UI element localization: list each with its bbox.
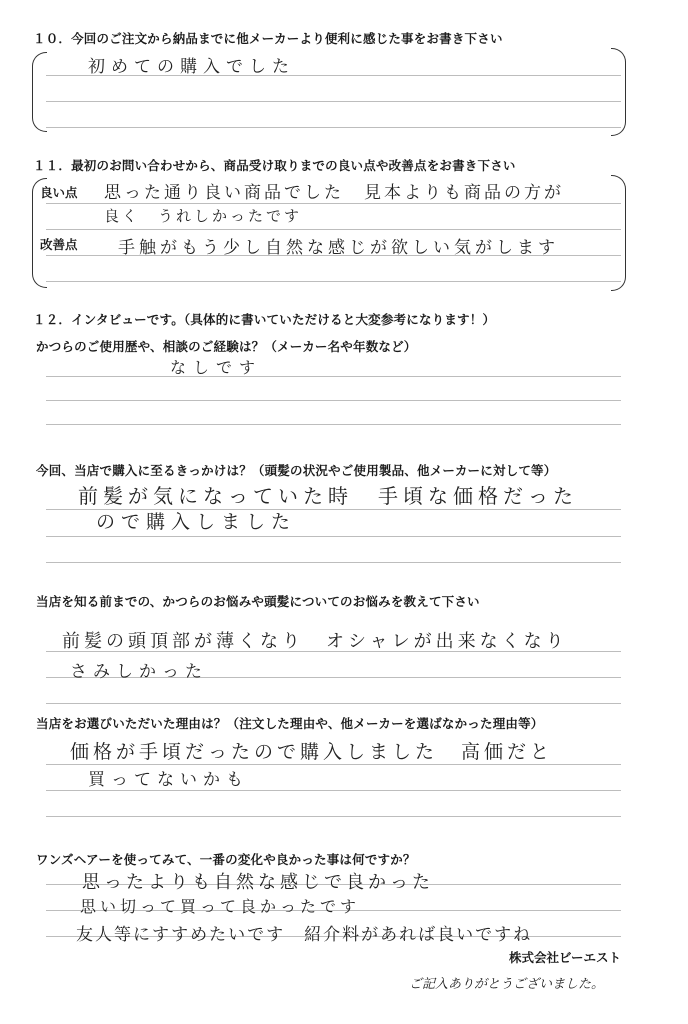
q12-sub3-answer-line-1: 前髪の頭頂部が薄くなり オシャレが出来なくなり bbox=[62, 631, 568, 652]
answer-line bbox=[46, 424, 621, 425]
q12-sub2-question: 今回、当店で購入に至るきっかけは？（頭髪の状況やご使用製品、他メーカーに対して等） bbox=[36, 463, 557, 478]
q11-good-answer-line-2: 良く うれしかったです bbox=[104, 207, 303, 225]
q12-question: １２．インタビューです。（具体的に書いていただけると大変参考になります！） bbox=[33, 312, 496, 327]
q12-sub2-answer-line-2: ので購入しました bbox=[96, 511, 297, 533]
q11-question: １１．最初のお問い合わせから、商品受け取りまでの良い点や改善点をお書き下さい bbox=[33, 158, 516, 173]
q12-sub4-question: 当店をお選びいただいた理由は？（注文した理由や、他メーカーを選ばなかった理由等） bbox=[36, 716, 544, 731]
answer-line bbox=[46, 816, 621, 817]
answer-line bbox=[46, 703, 621, 704]
thanks-message: ご記入ありがとうございました。 bbox=[409, 977, 605, 992]
q12-sub2-answer-line-1: 前髪が気になっていた時 手頃な価格だった bbox=[78, 484, 578, 508]
answer-line bbox=[46, 229, 621, 230]
q12-sub4-answer-line-2: 買ってないかも bbox=[88, 770, 249, 790]
answer-line bbox=[46, 790, 621, 791]
q12-sub4-answer-line-1: 価格が手頃だったので購入しました 高価だと bbox=[70, 741, 554, 763]
q12-sub3-answer-line-2: さみしかった bbox=[70, 662, 208, 682]
answer-line bbox=[46, 562, 621, 563]
q12-sub5-answer-line-2: 思い切って買って良かったです bbox=[80, 897, 361, 916]
good-point-label: 良い点 bbox=[40, 185, 78, 200]
answer-line bbox=[46, 101, 621, 102]
q10-bracket-left bbox=[32, 52, 47, 132]
q10-question: １０．今回のご注文から納品までに他メーカーより便利に感じた事をお書き下さい bbox=[33, 31, 503, 46]
company-name: 株式会社ビーエスト bbox=[509, 950, 622, 965]
answer-line bbox=[46, 281, 621, 282]
answer-line bbox=[46, 400, 621, 401]
q11-bracket-right bbox=[611, 175, 626, 291]
q12-sub1-question: かつらのご使用歴や、相談のご経験は？（メーカー名や年数など） bbox=[36, 339, 417, 354]
answer-line bbox=[46, 127, 621, 128]
q10-answer-line-1: 初めての購入でした bbox=[88, 57, 295, 77]
answer-line bbox=[46, 376, 621, 377]
q11-good-answer-line-1: 思った通り良い商品でした 見本よりも商品の方が bbox=[104, 183, 564, 203]
answer-line bbox=[46, 536, 621, 537]
q12-sub3-question: 当店を知る前までの、かつらのお悩みや頭髪についてのお悩みを教えて下さい bbox=[36, 594, 480, 609]
q10-bracket-right bbox=[611, 48, 626, 136]
q12-sub5-answer-line-3: 友人等にすすめたいです 紹介料があれば良いですね bbox=[76, 925, 533, 945]
q12-sub1-answer-line-1: なしです bbox=[170, 358, 263, 377]
q11-improve-answer-line-1: 手触がもう少し自然な感じが欲しい気がします bbox=[118, 238, 559, 258]
improvement-label: 改善点 bbox=[40, 237, 78, 252]
q12-sub5-question: ワンズヘアーを使ってみて、一番の変化や良かった事は何ですか？ bbox=[36, 852, 416, 867]
answer-line bbox=[46, 203, 621, 204]
q12-sub5-answer-line-1: 思ったよりも自然な感じで良かった bbox=[82, 872, 434, 893]
